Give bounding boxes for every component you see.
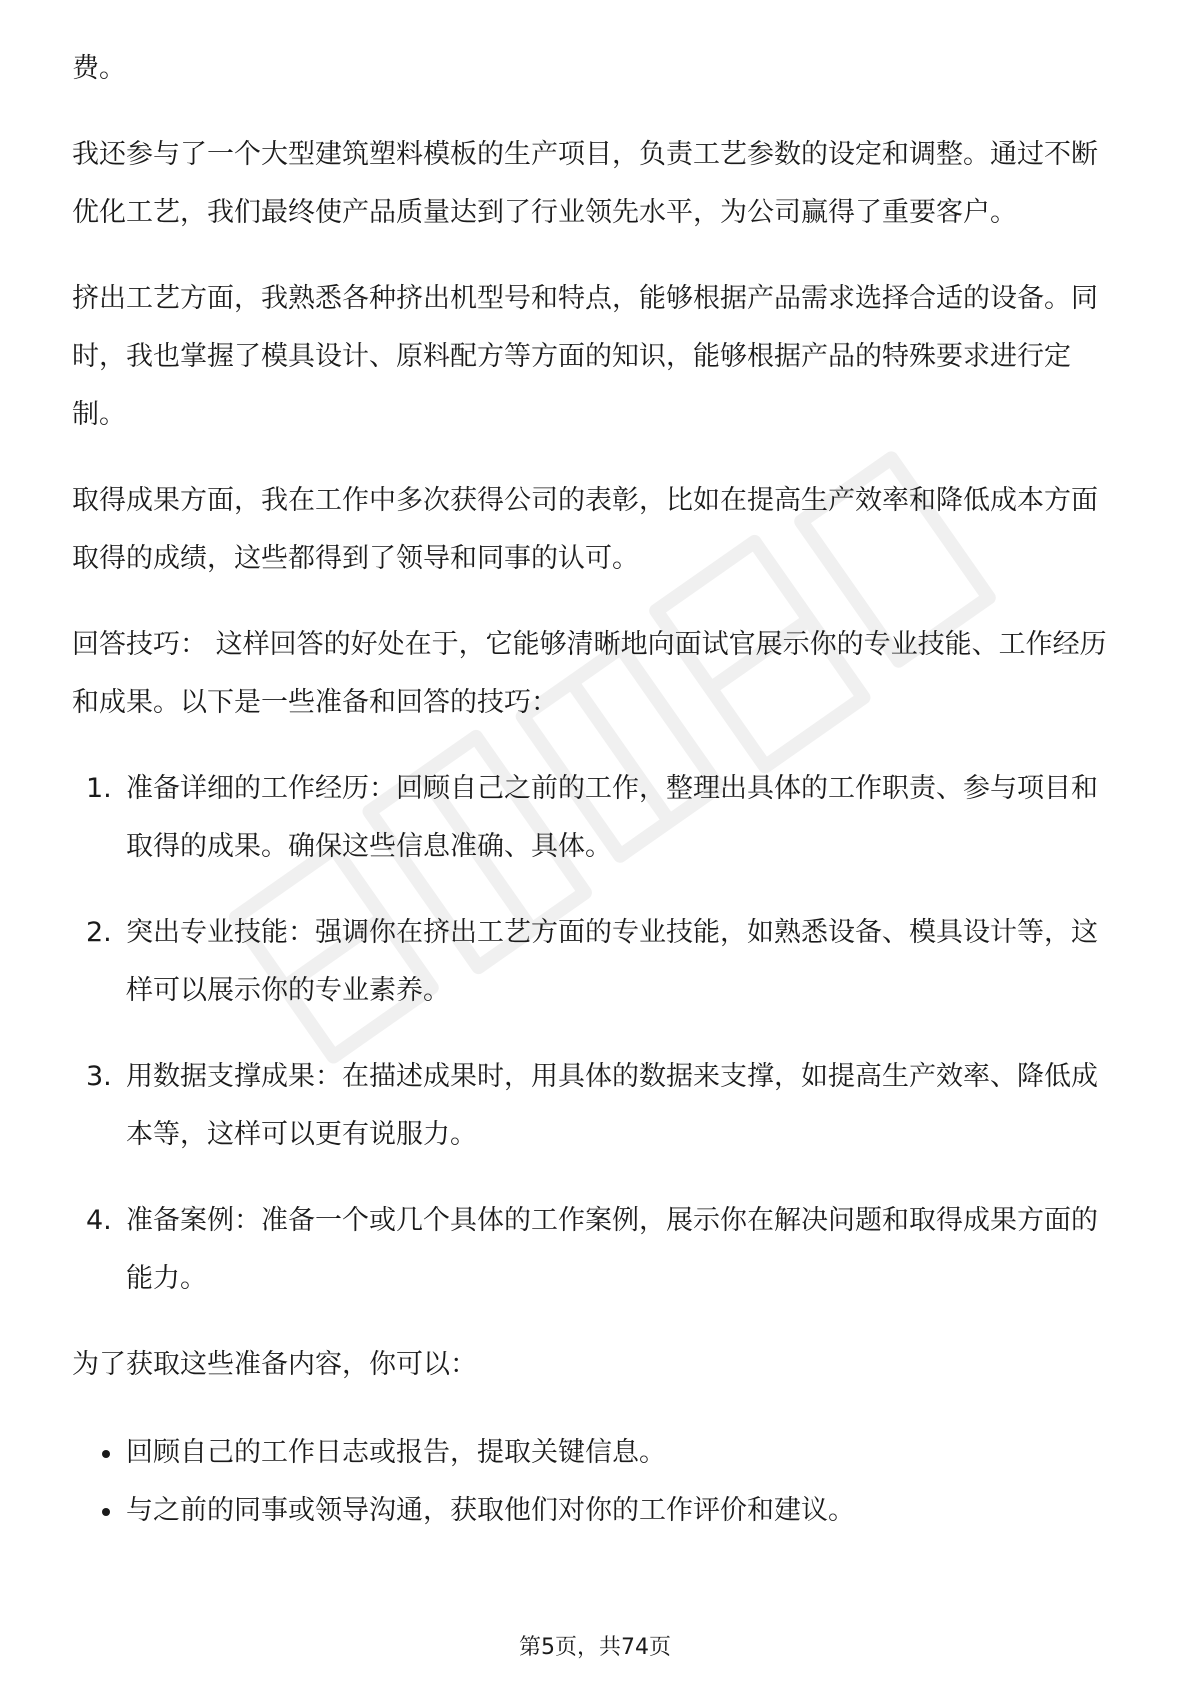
paragraph-project: 我还参与了一个大型建筑塑料模板的生产项目，负责工艺参数的设定和调整。通过不断优化工艺，我们最终使产品质量达到了行业领先水平，为公司赢得了重要客户。 [72,139,1098,228]
bullet-item-text: 与之前的同事或领导沟通，获取他们对你的工作评价和建议。 [126,1495,855,1526]
list-item-text: 准备详细的工作经历：回顾自己之前的工作，整理出具体的工作职责、参与项目和取得的成果。确保这些信息准确、具体。 [126,773,1098,862]
bullet-dot-icon [102,1508,110,1516]
prep-bullet-list [72,1424,1118,1540]
list-item [72,1192,1118,1308]
list-item-text: 准备案例：准备一个或几个具体的工作案例，展示你在解决问题和取得成果方面的能力。 [126,1205,1098,1294]
list-item [72,904,1118,1020]
list-number: 2. [86,917,112,948]
tips-list [72,760,1118,1308]
list-item-text: 突出专业技能：强调你在挤出工艺方面的专业技能，如熟悉设备、模具设计等，这样可以展示你的专业素养。 [126,917,1098,1006]
bullet-item [72,1482,1118,1540]
list-number: 4. [86,1205,112,1236]
document-body [72,40,1118,1540]
paragraph-answer-tips: 回答技巧： 这样回答的好处在于，它能够清晰地向面试官展示你的专业技能、工作经历和成果。以下是一些准备和回答的技巧： [72,629,1107,718]
bullet-item [72,1424,1118,1482]
list-number: 1. [86,773,112,804]
paragraph-extrusion: 挤出工艺方面，我熟悉各种挤出机型号和特点，能够根据产品需求选择合适的设备。同时，我也掌握了模具设计、原料配方等方面的知识，能够根据产品的特殊要求进行定制。 [72,283,1098,430]
paragraph-achievements: 取得成果方面，我在工作中多次获得公司的表彰，比如在提高生产效率和降低成本方面取得的成绩，这些都得到了领导和同事的认可。 [72,485,1098,574]
bullet-item-text: 回顾自己的工作日志或报告，提取关键信息。 [126,1437,666,1468]
page-footer: 第5页，共74页 [519,1635,671,1660]
list-number: 3. [86,1061,112,1092]
list-item-text: 用数据支撑成果：在描述成果时，用具体的数据来支撑，如提高生产效率、降低成本等，这样可以更有说服力。 [126,1061,1098,1150]
list-item [72,1048,1118,1164]
paragraph-continuation: 费。 [72,53,126,84]
paragraph-prep-intro: 为了获取这些准备内容，你可以： [72,1349,477,1380]
bullet-dot-icon [102,1450,110,1458]
list-item [72,760,1118,876]
